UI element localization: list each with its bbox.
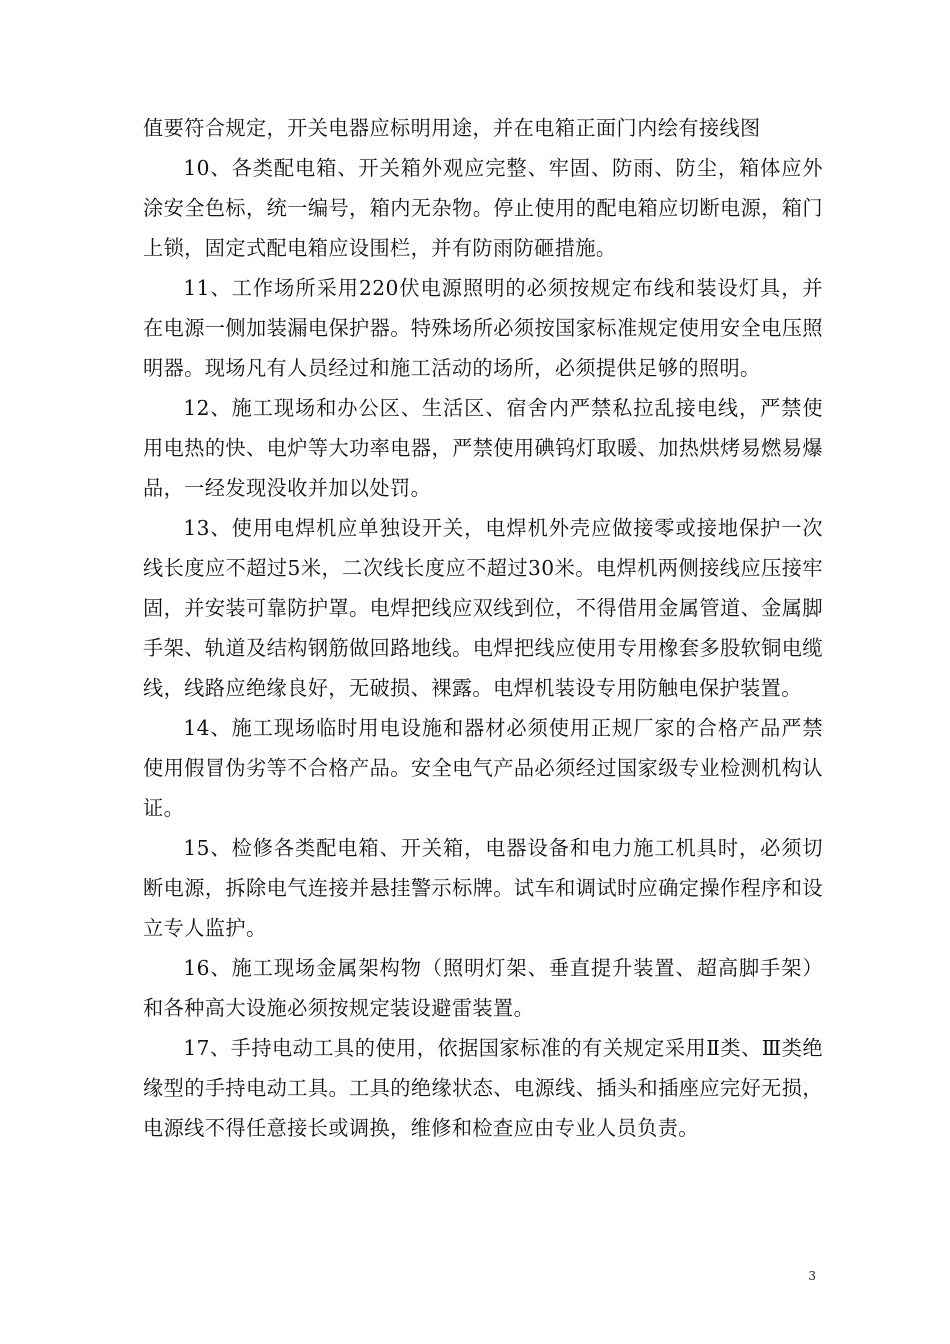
paragraph-item-17: 17、手持电动工具的使用，依据国家标准的有关规定采用Ⅱ类、Ⅲ类绝缘型的手持电动工具。工具的绝缘状态、电源线、插头和插座应完好无损，电源线不得任意接长或调换，维修和检查应由专业人员负责。 [143, 1036, 823, 1140]
document-body [143, 108, 823, 1148]
paragraph-item-14: 14、施工现场临时用电设施和器材必须使用正规厂家的合格产品严禁使用假冒伪劣等不合格产品。安全电气产品必须经过国家级专业检测机构认证。 [143, 716, 823, 820]
paragraph-item-15: 15、检修各类配电箱、开关箱，电器设备和电力施工机具时，必须切断电源，拆除电气连接并悬挂警示标牌。试车和调试时应确定操作程序和设立专人监护。 [143, 836, 823, 940]
paragraph-item-13: 13、使用电焊机应单独设开关，电焊机外壳应做接零或接地保护一次线长度应不超过5米，二次线长度应不超过30米。电焊机两侧接线应压接牢固，并安装可靠防护罩。电焊把线应双线到位，不得借用金属管道、金属脚手架、轨道及结构钢筋做回路地线。电焊把线应使用专用橡套多股软铜电缆线，线路应绝缘良好，无破损、裸露。电焊机装设专用防触电保护装置。 [143, 516, 823, 700]
paragraph-item-10: 10、各类配电箱、开关箱外观应完整、牢固、防雨、防尘，箱体应外涂安全色标，统一编号，箱内无杂物。停止使用的配电箱应切断电源，箱门上锁，固定式配电箱应设围栏，并有防雨防砸措施。 [143, 156, 823, 260]
page-number: 3 [808, 1269, 816, 1283]
paragraph-item-12: 12、施工现场和办公区、生活区、宿舍内严禁私拉乱接电线，严禁使用电热的快、电炉等大功率电器，严禁使用碘钨灯取暖、加热烘烤易燃易爆品，一经发现没收并加以处罚。 [143, 396, 823, 500]
paragraph-item-16: 16、施工现场金属架构物（照明灯架、垂直提升装置、超高脚手架）和各种高大设施必须按规定装设避雷装置。 [143, 956, 823, 1020]
paragraph-item-11: 11、工作场所采用220伏电源照明的必须按规定布线和装设灯具，并在电源一侧加装漏电保护器。特殊场所必须按国家标准规定使用安全电压照明器。现场凡有人员经过和施工活动的场所，必须提供足够的照明。 [143, 276, 823, 380]
paragraph-continuation: 值要符合规定，开关电器应标明用途，并在电箱正面门内绘有接线图 [143, 116, 761, 140]
